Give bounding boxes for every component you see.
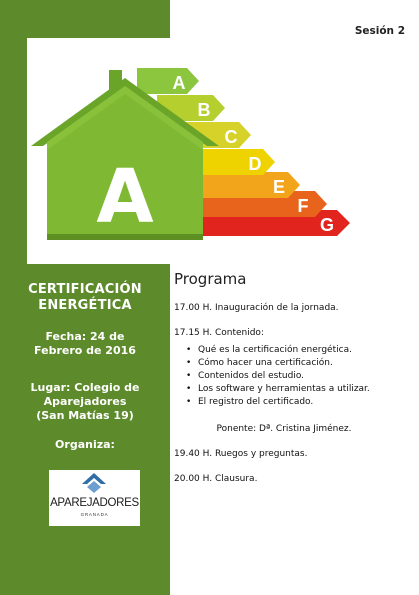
rating-letter-g: G <box>319 215 335 235</box>
schedule-item-1: 17.00 H. Inauguración de la jornada. <box>174 303 339 313</box>
logo-text: APAREJADORES <box>50 497 139 509</box>
event-title <box>0 282 170 314</box>
energy-rating-illustration <box>27 38 357 264</box>
organizer-label: Organiza: <box>55 438 115 451</box>
rating-letter-a: A <box>172 73 186 93</box>
event-place-line2: Aparejadores <box>43 395 127 408</box>
rating-letter-d: D <box>248 154 262 174</box>
big-letter-a: A <box>96 154 154 240</box>
speaker-line: Ponente: Dª. Cristina Jiménez. <box>216 424 352 434</box>
rating-letter-c: C <box>224 127 238 147</box>
logo-mark-icon <box>82 473 106 495</box>
rating-letter-b: B <box>197 100 211 120</box>
bullet-item-3: • Contenidos del estudio. <box>186 370 414 383</box>
event-title-line1: CERTIFICACIÓN <box>28 282 142 297</box>
schedule-item-2: 17.15 H. Contenido: <box>174 328 264 338</box>
event-date-line1: Fecha: 24 de <box>45 330 125 343</box>
event-date-line2: Febrero de 2016 <box>34 344 136 357</box>
event-title-line2: ENERGÉTICA <box>38 298 132 313</box>
event-place-line3: (San Matías 19) <box>36 409 134 422</box>
event-place <box>0 381 170 423</box>
event-date <box>0 330 170 358</box>
schedule-item-3: 19.40 H. Ruegos y preguntas. <box>174 449 308 459</box>
session-label: Sesión 2 <box>354 25 405 37</box>
programa-title: Programa <box>174 270 247 288</box>
programa-list <box>174 302 414 486</box>
rating-bar-a <box>137 68 199 94</box>
rating-letter-e: E <box>272 177 286 197</box>
bullet-item-2: • Cómo hacer una certificación. <box>186 357 414 370</box>
bullet-item-4: • Los software y herramientas a utilizar. <box>186 383 414 396</box>
content-bullets <box>174 344 414 409</box>
event-place-line1: Lugar: Colegio de <box>30 381 140 394</box>
bullet-item-5: • El registro del certificado. <box>186 396 414 409</box>
organizer-logo <box>49 470 140 526</box>
bullet-item-1: • Qué es la certificación energética. <box>186 344 414 357</box>
schedule-item-4: 20.00 H. Clausura. <box>174 474 258 484</box>
rating-letter-f: F <box>297 196 309 216</box>
logo-subtext: GRANADA <box>80 512 109 517</box>
